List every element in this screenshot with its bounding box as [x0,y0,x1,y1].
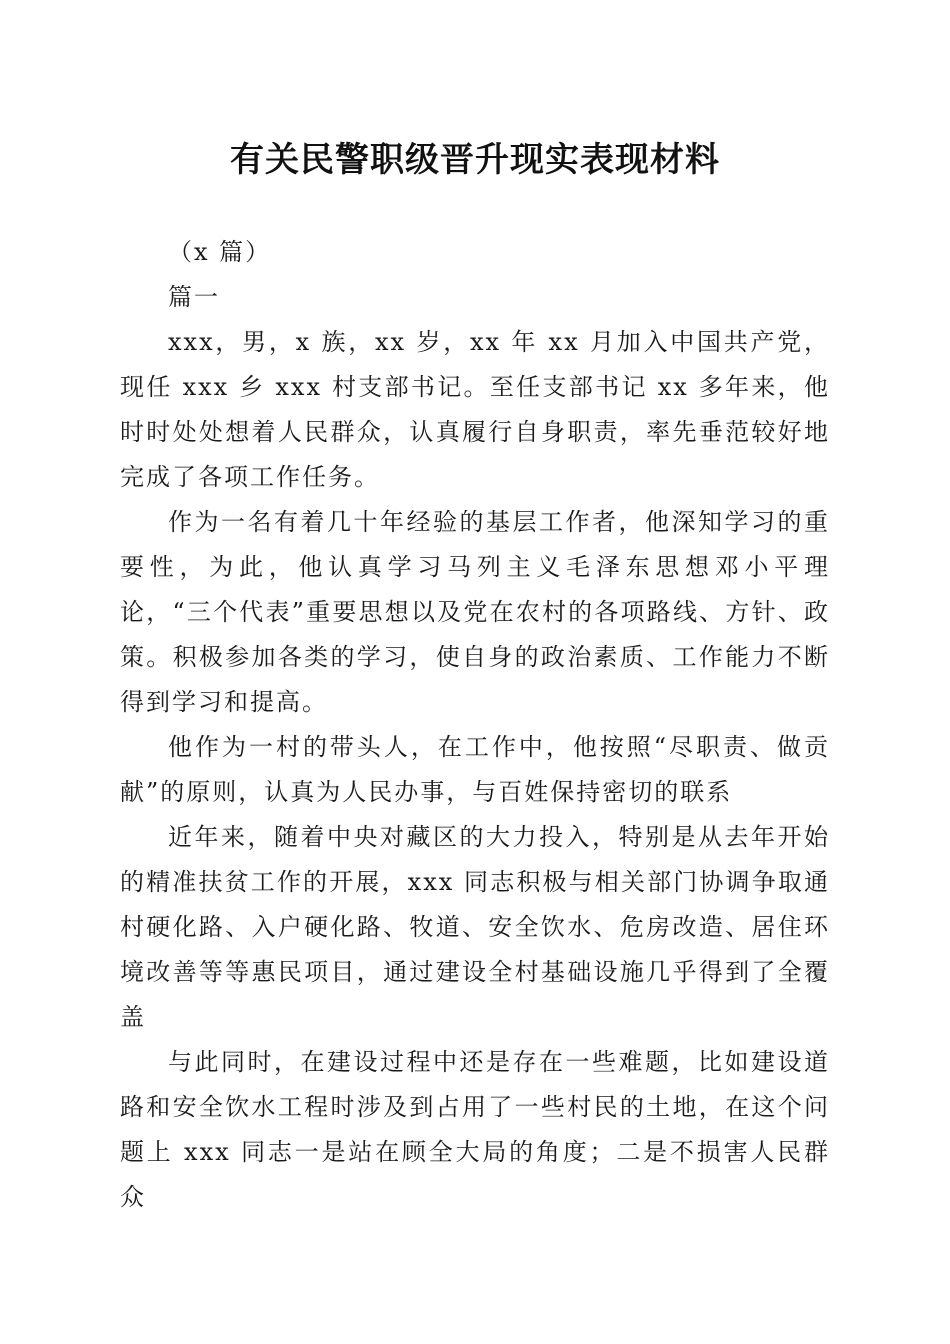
document-body [120,230,830,1220]
paragraph-projects: 近年来，随着中央对藏区的大力投入，特别是从去年开始的精准扶贫工作的开展，xxx 同志积极与相关部门协调争取通村硬化路、入户硬化路、牧道、安全饮水、危房改造、居住环境改善等等惠民项目，通过建设全村基础设施几乎得到了全覆盖 [120,823,830,1031]
paragraph-leader: 他作为一村的带头人，在工作中，他按照“尽职责、做贡献”的原则，认真为人民办事，与百姓保持密切的联系 [120,733,830,806]
paragraph-count: （x 篇） [168,238,272,266]
paragraph-section-heading: 篇一 [168,283,220,311]
document-title: 有关民警职级晋升现实表现材料 [230,140,720,180]
paragraph-challenges: 与此同时，在建设过程中还是存在一些难题，比如建设道路和安全饮水工程时涉及到占用了一些村民的土地，在这个问题上 xxx 同志一是站在顾全大局的角度；二是不损害人民群众 [120,1048,830,1211]
paragraph-study: 作为一名有着几十年经验的基层工作者，他深知学习的重要性，为此，他认真学习马列主义毛泽东思想邓小平理论，“三个代表”重要思想以及党在农村的各项路线、方针、政策。积极参加各类的学习，使自身的政治素质、工作能力不断得到学习和提高。 [120,508,830,716]
paragraph-intro: xxx，男，x 族，xx 岁，xx 年 xx 月加入中国共产党，现任 xxx 乡 xxx 村支部书记。至任支部书记 xx 多年来，他时时处处想着人民群众，认真履行自身职责，率先垂范较好地完成了各项工作任务。 [120,328,830,491]
